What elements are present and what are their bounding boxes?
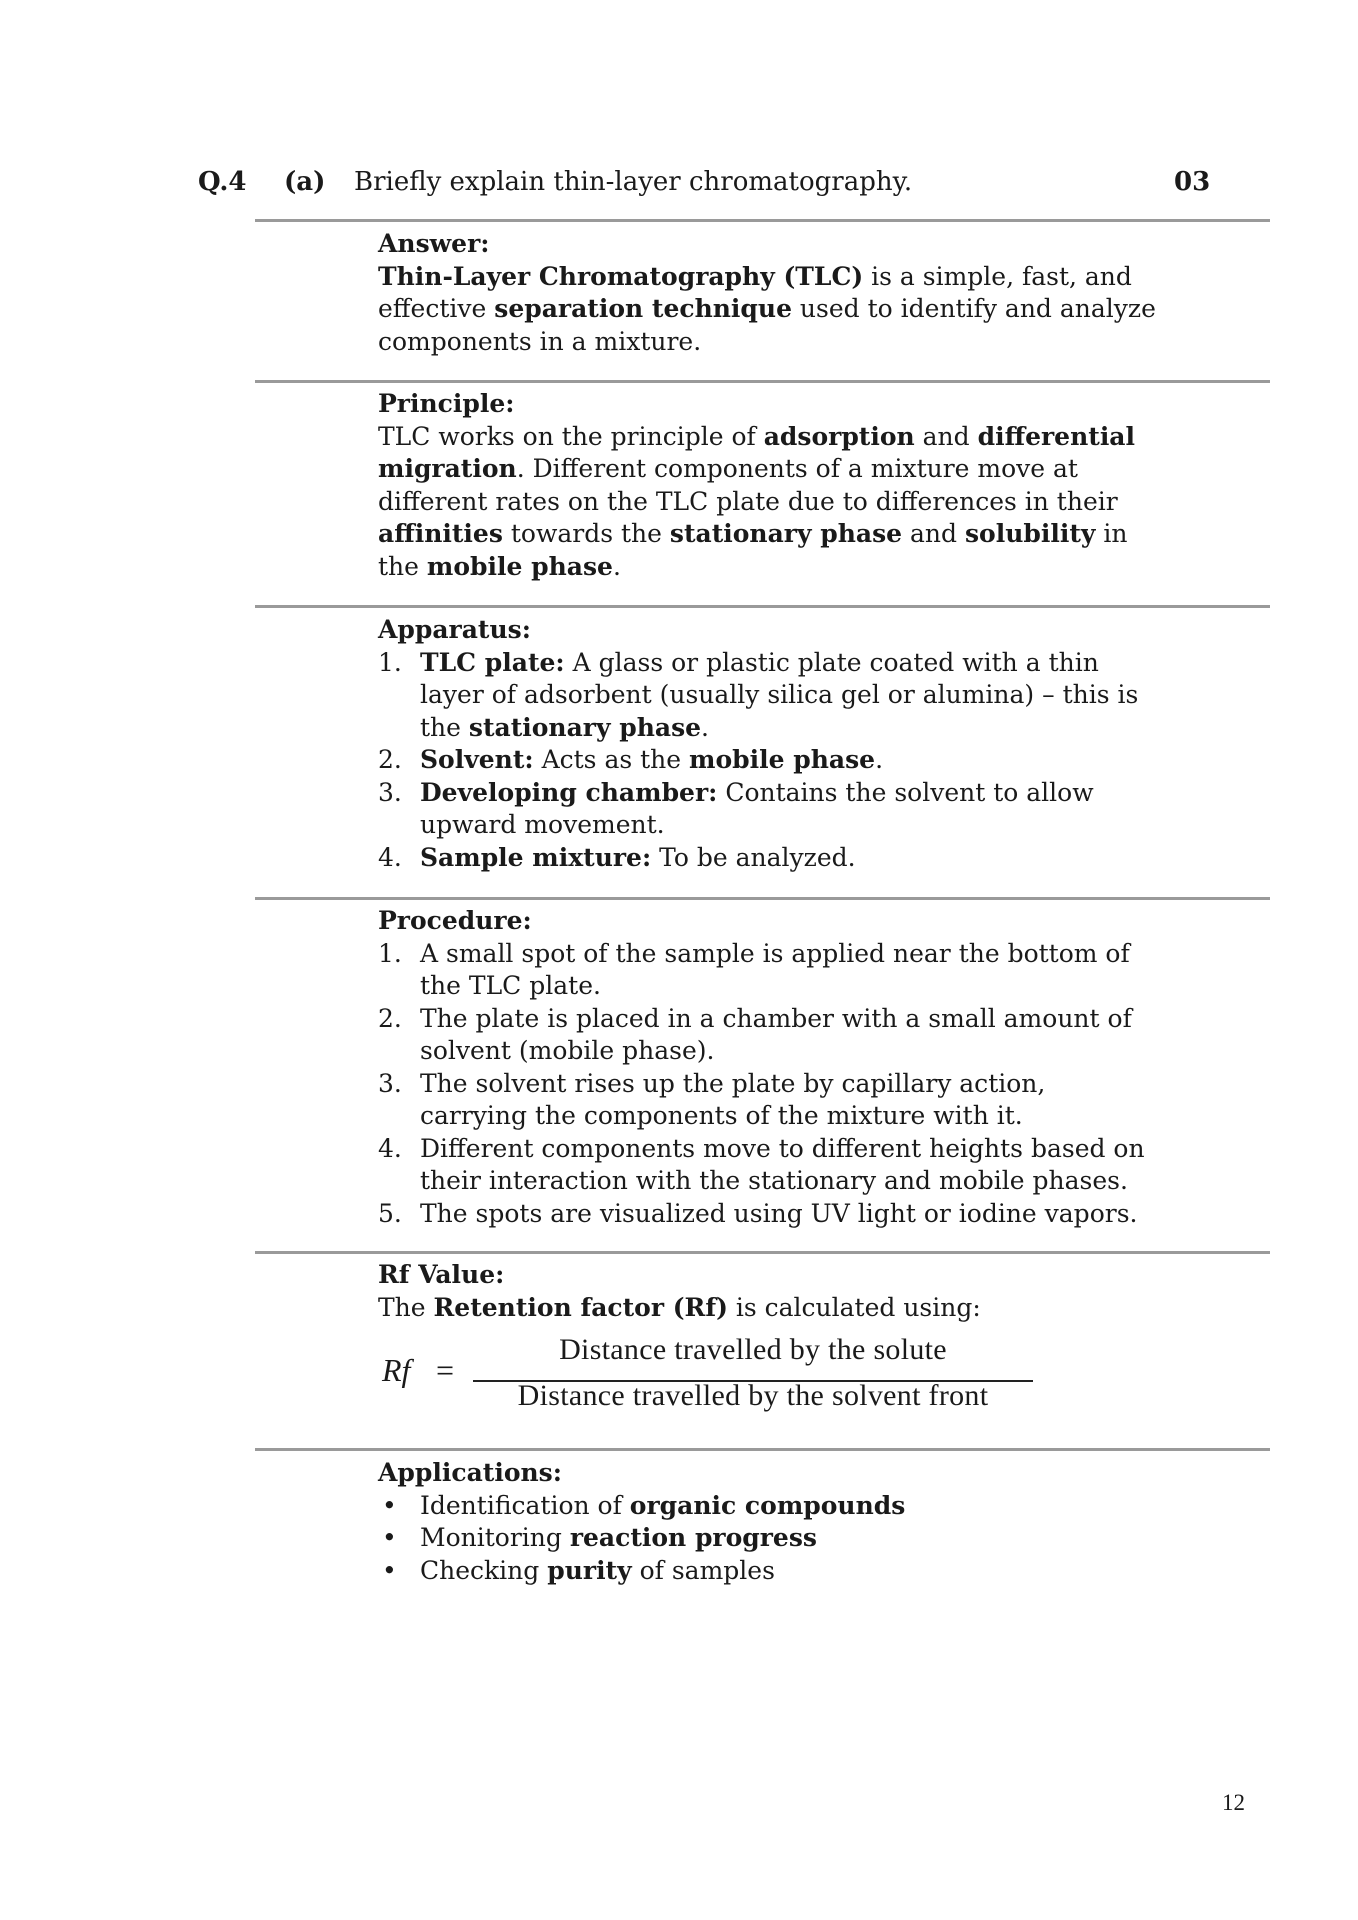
question-row — [0, 160, 1358, 204]
formula-equals: = — [436, 1352, 455, 1388]
formula-numerator: Distance travelled by the solute — [559, 1333, 947, 1366]
text-run: in the — [378, 519, 1128, 581]
list-item — [378, 1555, 1158, 1588]
text-run: used to identify and analyze components in a mixture. — [378, 294, 1156, 356]
list-item — [378, 1133, 1158, 1198]
list-number: 5. — [378, 1198, 402, 1228]
divider-1 — [255, 219, 1270, 222]
bold-text: Thin-Layer Chromatography (TLC) — [378, 261, 864, 291]
rf-formula — [378, 1334, 1158, 1432]
bold-text: Developing chamber: — [420, 777, 718, 807]
list-item — [378, 647, 1158, 745]
list-item — [378, 842, 1158, 875]
answer-heading: Answer: — [378, 229, 490, 258]
bold-text: separation technique — [494, 294, 792, 323]
list-item — [378, 1198, 1158, 1231]
list-number: 2. — [378, 1003, 402, 1033]
list-number: 4. — [378, 842, 402, 872]
list-item — [378, 1003, 1158, 1068]
bullet-marker: • — [382, 1555, 397, 1585]
list-number: 4. — [378, 1133, 402, 1163]
list-item — [378, 777, 1158, 842]
text-run: The plate is placed in a chamber with a small amount of solvent (mobile phase). — [420, 1003, 1132, 1065]
divider-4 — [255, 897, 1270, 900]
text-run: . Different components of a mixture move at different rates on the TLC plate due to differences in their — [378, 454, 1118, 516]
section-procedure — [378, 905, 1158, 1230]
text-run: Checking — [420, 1555, 548, 1585]
list-number: 3. — [378, 1068, 402, 1098]
text-run: of samples — [631, 1555, 775, 1585]
page-number: 12 — [1222, 1790, 1245, 1815]
applications-list — [378, 1490, 1158, 1588]
bold-text: adsorption — [763, 421, 915, 451]
bold-text: TLC plate: — [420, 647, 565, 677]
section-answer — [378, 228, 1158, 358]
text-run: . — [875, 745, 884, 774]
bold-text: reaction progress — [569, 1523, 817, 1552]
text-run: A glass or plastic plate coated with a thin layer of adsorbent (usually silica gel or alumina) – this is the — [420, 647, 1139, 742]
bold-text: Solvent: — [420, 745, 534, 774]
text-run: TLC works on the principle of — [378, 421, 764, 451]
principle-paragraph — [378, 421, 1158, 584]
text-run: is calculated using: — [727, 1292, 981, 1322]
list-item — [378, 1490, 1158, 1523]
text-run: Identification of — [420, 1490, 630, 1520]
list-number: 1. — [378, 647, 402, 677]
list-item — [378, 1522, 1158, 1555]
section-applications — [378, 1457, 1158, 1587]
bold-text: purity — [547, 1555, 632, 1585]
text-run: The — [378, 1292, 434, 1322]
text-run: Contains the solvent to allow upward movement. — [420, 777, 1094, 839]
bold-text: mobile phase — [689, 745, 876, 774]
text-run: is a simple, fast, and effective — [378, 261, 1132, 323]
bold-text: solubility — [964, 519, 1096, 548]
bold-text: stationary phase — [669, 519, 903, 548]
section-principle — [378, 388, 1158, 583]
procedure-heading: Procedure: — [378, 906, 532, 935]
bullet-marker: • — [382, 1523, 397, 1552]
bold-text: affinities — [378, 519, 503, 548]
bullet-marker: • — [382, 1490, 397, 1520]
list-item — [378, 938, 1158, 1003]
text-run: and — [914, 421, 978, 451]
text-run: towards the — [502, 519, 670, 548]
list-item — [378, 1068, 1158, 1133]
bold-text: differential migration — [378, 421, 1136, 483]
formula-denominator: Distance travelled by the solvent front — [517, 1379, 989, 1412]
bold-text: Sample mixture: — [420, 842, 652, 872]
rf-paragraph — [378, 1292, 1158, 1325]
question-text: Briefly explain thin-layer chromatography. — [354, 167, 913, 197]
text-run: The solvent rises up the plate by capillary action, carrying the components of the mixture with it. — [420, 1068, 1046, 1130]
procedure-list — [378, 938, 1158, 1231]
list-item — [378, 744, 1158, 777]
formula-lhs: Rf — [382, 1352, 411, 1388]
apparatus-list — [378, 647, 1158, 875]
bold-text: mobile phase — [426, 551, 613, 581]
rf-heading: Rf Value: — [378, 1260, 505, 1289]
text-run: and — [902, 519, 965, 548]
bold-text: organic compounds — [629, 1490, 906, 1520]
divider-2 — [255, 380, 1270, 383]
text-run: A small spot of the sample is applied near the bottom of the TLC plate. — [420, 938, 1130, 1000]
applications-heading: Applications: — [378, 1458, 562, 1487]
text-run: Monitoring — [420, 1523, 570, 1552]
divider-6 — [255, 1448, 1270, 1451]
list-number: 1. — [378, 938, 402, 968]
apparatus-heading: Apparatus: — [378, 615, 531, 644]
answer-paragraph — [378, 261, 1158, 359]
text-run: . — [612, 551, 621, 581]
section-apparatus — [378, 614, 1158, 874]
bold-text: Retention factor (Rf) — [433, 1292, 728, 1322]
list-number: 3. — [378, 777, 402, 807]
question-number: Q.4 — [198, 167, 247, 197]
question-part: (a) — [284, 167, 326, 197]
text-run: To be analyzed. — [651, 842, 856, 872]
text-run: The spots are visualized using UV light or iodine vapors. — [420, 1198, 1138, 1228]
divider-5 — [255, 1251, 1270, 1254]
section-rf-value — [378, 1259, 1158, 1432]
text-run: . — [701, 712, 709, 742]
text-run: Acts as the — [533, 745, 690, 774]
bold-text: stationary phase — [468, 712, 702, 742]
principle-heading: Principle: — [378, 389, 515, 418]
divider-3 — [255, 605, 1270, 608]
list-number: 2. — [378, 745, 402, 774]
question-marks: 03 — [1174, 167, 1211, 197]
text-run: Different components move to different heights based on their interaction with the stationary and mobile phases. — [420, 1133, 1145, 1195]
